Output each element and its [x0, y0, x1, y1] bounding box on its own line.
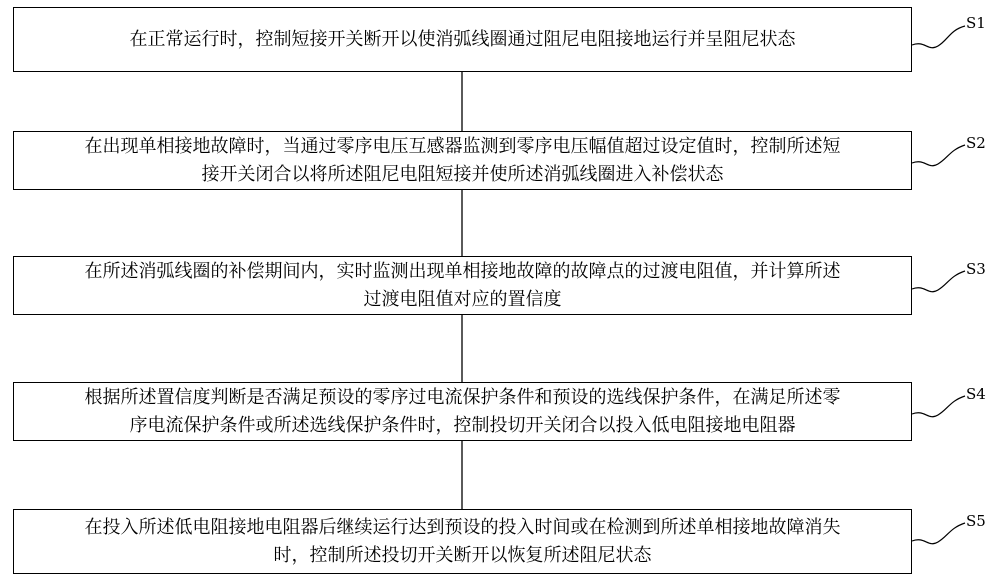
step-label-s1: S1	[966, 14, 986, 32]
step-box-s4	[13, 382, 912, 441]
leader-s4	[912, 396, 965, 417]
step-box-s1	[13, 7, 912, 72]
step-box-s3	[13, 256, 912, 315]
step-box-s2	[13, 131, 912, 190]
step-text-line: 根据所述置信度判断是否满足预设的零序过电流保护条件和预设的选线保护条件，在满足所述零	[84, 386, 841, 408]
leader-s2	[912, 145, 965, 166]
leader-s3	[912, 271, 965, 292]
step-label-s3: S3	[966, 260, 986, 278]
leader-s1	[912, 26, 965, 48]
step-text-line: 在正常运行时，控制短接开关断开以使消弧线圈通过阻尼电阻接地运行并呈阻尼状态	[129, 28, 796, 50]
step-label-s2: S2	[966, 134, 986, 152]
step-text-line: 时，控制所述投切开关断开以恢复所述阻尼状态	[273, 544, 652, 566]
step-text-line: 在投入所述低电阻接地电阻器后继续运行达到预设的投入时间或在检测到所述单相接地故障消失	[84, 516, 841, 538]
step-text-line: 在所述消弧线圈的补偿期间内，实时监测出现单相接地故障的故障点的过渡电阻值，并计算所述	[84, 260, 841, 282]
leader-s5	[912, 523, 965, 544]
step-label-s4: S4	[966, 385, 986, 403]
step-box-s5	[13, 509, 912, 574]
step-text-line: 过渡电阻值对应的置信度	[363, 288, 562, 310]
step-text-line: 接开关闭合以将所述阻尼电阻短接并使所述消弧线圈进入补偿状态	[201, 163, 724, 185]
step-text-line: 在出现单相接地故障时，当通过零序电压互感器监测到零序电压幅值超过设定值时，控制所述短	[84, 135, 841, 157]
step-label-s5: S5	[966, 512, 986, 530]
step-text-line: 序电流保护条件或所述选线保护条件时，控制投切开关闭合以投入低电阻接地电阻器	[129, 414, 796, 436]
